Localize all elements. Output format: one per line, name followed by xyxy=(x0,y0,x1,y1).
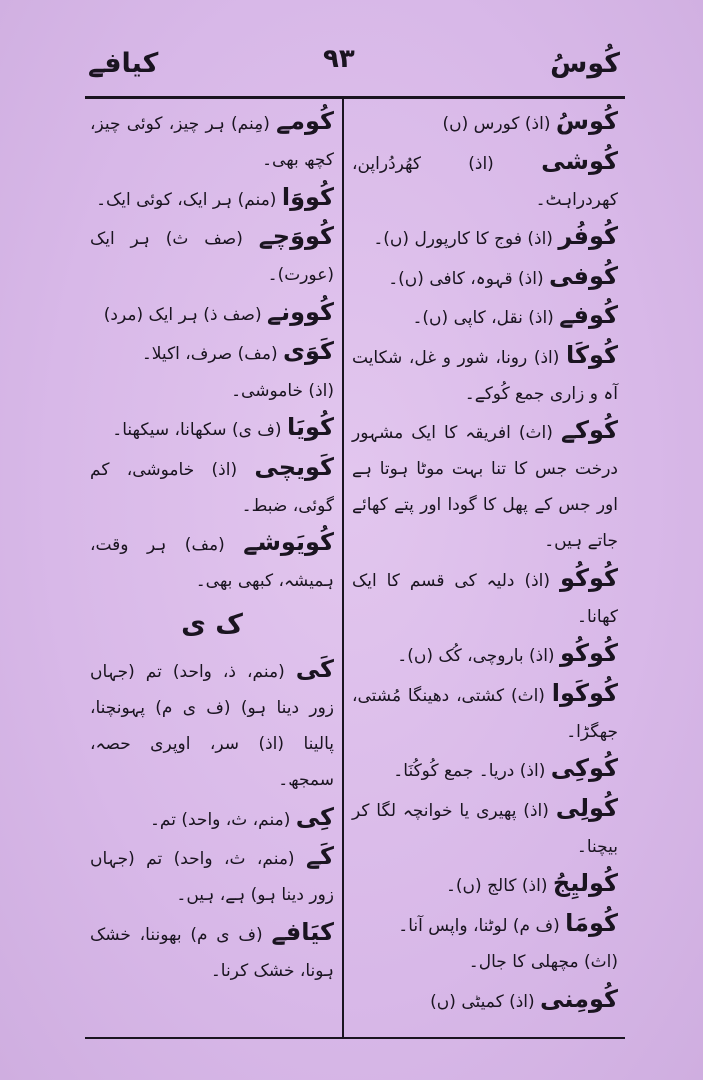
dictionary-entry xyxy=(90,409,334,448)
entry-definition: (اث) کشتی، دھینگا مُشتی، جھگڑا۔ xyxy=(352,685,618,742)
dictionary-entry xyxy=(352,944,618,980)
entry-headword: کیَافے xyxy=(271,917,334,946)
page-header xyxy=(88,40,620,96)
dictionary-entry xyxy=(352,143,618,218)
dictionary-entry xyxy=(352,790,618,865)
dictionary-entry xyxy=(352,675,618,750)
entry-definition: (اذ) باروچی، کُک (ں)۔ xyxy=(397,646,555,666)
dictionary-entry xyxy=(352,297,618,336)
header-rule xyxy=(85,96,625,99)
entry-definition: (اذ) پھیری یا خوانچہ لگا کر بیچنا۔ xyxy=(352,800,618,857)
entry-definition: (اث) افریقہ کا ایک مشہور درخت جس کا تنا بہت موٹا ہوتا ہے اور جس کے پھل کا گودا اور پتے کھائے جاتے ہیں۔ xyxy=(352,423,618,551)
entry-headword: کُوفی xyxy=(549,261,618,290)
entry-definition: (منم، ذ، واحد) تم (جہاں زور دینا ہو) (ف ی م) پہونچنا، پالینا (اذ) سر، اوپری حصہ، سمجھ۔ xyxy=(90,662,334,790)
entry-definition: (اذ) خاموشی۔ xyxy=(231,380,334,401)
dictionary-entry xyxy=(352,103,618,142)
right-column xyxy=(352,103,618,1020)
entry-definition: (اذ) دریا۔ جمع کُوکُنَا۔ xyxy=(393,761,546,781)
entry-definition: (اذ) کالج (ں)۔ xyxy=(445,876,548,896)
entry-definition: (اذ) کورس (ں) xyxy=(442,114,551,134)
entry-headword: کُوفے xyxy=(559,301,618,329)
dictionary-entry xyxy=(90,333,334,372)
entry-definition: (صف ث) ہر ایک (عورت)۔ xyxy=(90,229,334,285)
header-left-word: کیافے xyxy=(88,48,159,79)
dictionary-entry xyxy=(90,179,334,218)
entry-definition: (اذ) نقل، کاپی (ں)۔ xyxy=(412,308,554,328)
entry-headword: کُوکے xyxy=(560,416,619,444)
dictionary-entry xyxy=(352,560,618,635)
dictionary-entry xyxy=(90,524,334,599)
dictionary-entry xyxy=(90,294,334,333)
dictionary-entry xyxy=(352,258,618,297)
dictionary-entry xyxy=(90,373,334,409)
dictionary-entry xyxy=(90,914,334,989)
entry-headword: کَوَی xyxy=(283,337,334,365)
entry-headword: کَویچی xyxy=(254,452,335,481)
entry-headword: کُوفُر xyxy=(558,222,618,250)
entry-definition: (منم) ہر ایک، کوئی ایک۔ xyxy=(96,189,277,210)
dictionary-entry xyxy=(90,799,334,838)
entry-headword: کُولیِجُ xyxy=(552,869,618,897)
entry-headword: کُومِنی xyxy=(540,984,618,1013)
entry-definition: (اذ) خاموشی، کم گوئی، ضبط۔ xyxy=(90,459,334,516)
entry-headword: کَے xyxy=(305,842,334,870)
entry-headword: کُوکُو xyxy=(559,639,618,667)
entry-headword: کُووَا xyxy=(281,182,334,211)
entry-headword: کُوسُ xyxy=(555,107,618,135)
entry-definition: (اذ) رونا، شور و غل، شکایت آہ و زاری جمع کُوکے۔ xyxy=(352,347,618,404)
entry-headword: کُوونے xyxy=(267,297,334,326)
dictionary-entry xyxy=(90,838,334,913)
dictionary-entry xyxy=(352,750,618,789)
entry-headword: کَی xyxy=(295,655,334,683)
footer-rule xyxy=(85,1037,625,1039)
entry-definition: (ف م) لوٹنا، واپس آنا۔ xyxy=(398,915,560,936)
dictionary-entry xyxy=(352,635,618,674)
entry-headword: کِی xyxy=(295,802,334,831)
entry-definition: (منم، ث، واحد) تم (جہاں زور دینا ہو) ہے، ہیں۔ xyxy=(90,849,334,905)
entry-headword: کُوکِی xyxy=(550,754,618,782)
entry-headword: کُویَا xyxy=(286,413,334,441)
entry-headword: کُولِی xyxy=(555,793,618,822)
entry-definition: (منم، ث، واحد) تم۔ xyxy=(149,809,291,830)
header-right-word: کُوسُ xyxy=(550,48,620,79)
entry-definition: (اث) مچھلی کا جال۔ xyxy=(468,952,618,972)
dictionary-entry xyxy=(352,412,618,559)
entry-definition: (اذ) دلیہ کی قسم کا ایک کھانا۔ xyxy=(352,570,618,627)
entry-definition: (مف) صرف، اکیلا۔ xyxy=(141,344,278,364)
dictionary-entry xyxy=(90,449,334,524)
dictionary-entry xyxy=(352,337,618,412)
left-column xyxy=(90,103,334,989)
dictionary-entry xyxy=(90,103,334,178)
section-heading: ک ی xyxy=(181,609,243,640)
entry-headword: کُووَچے xyxy=(258,222,334,250)
dictionary-entry xyxy=(352,905,618,944)
entry-definition: (مف) ہر وقت، ہمیشہ، کبھی بھی۔ xyxy=(90,535,334,591)
entry-definition: (صف ذ) ہر ایک (مرد) xyxy=(103,304,262,325)
dictionary-entry xyxy=(352,865,618,904)
entry-definition: (اذ) قہوہ، کافی (ں)۔ xyxy=(388,268,544,289)
entry-headword: کُویَوشے xyxy=(243,528,334,556)
dictionary-entry xyxy=(90,218,334,293)
entry-headword: کُوکُو xyxy=(560,563,619,592)
entry-headword: کُومے xyxy=(276,107,335,135)
entry-headword: کُوشی xyxy=(541,146,619,175)
entry-definition: (اذ) فوج کا کارپورل (ں)۔ xyxy=(373,229,553,249)
dictionary-entry xyxy=(352,981,618,1020)
entry-definition: (ف ی م) بھوننا، خشک ہونا، خشک کرنا۔ xyxy=(90,924,334,981)
entry-definition: (ف ی) سکھانا، سیکھنا۔ xyxy=(112,420,282,440)
entry-definition: (اذ) کمیٹی (ں) xyxy=(430,991,535,1012)
entry-definition: (مِنم) ہر چیز، کوئی چیز، کچھ بھی۔ xyxy=(90,114,334,170)
page-number: ۹۳ xyxy=(323,44,355,74)
dictionary-entry xyxy=(90,651,334,798)
dictionary-entry xyxy=(352,218,618,257)
entry-headword: کُوکَوا xyxy=(551,678,618,707)
entry-definition: (اذ) کھُردُراپن، کھردراہٹ۔ xyxy=(352,153,618,210)
column-divider xyxy=(342,96,344,1038)
entry-headword: کُوکَا xyxy=(566,340,619,369)
entry-headword: کُومَا xyxy=(565,908,618,937)
